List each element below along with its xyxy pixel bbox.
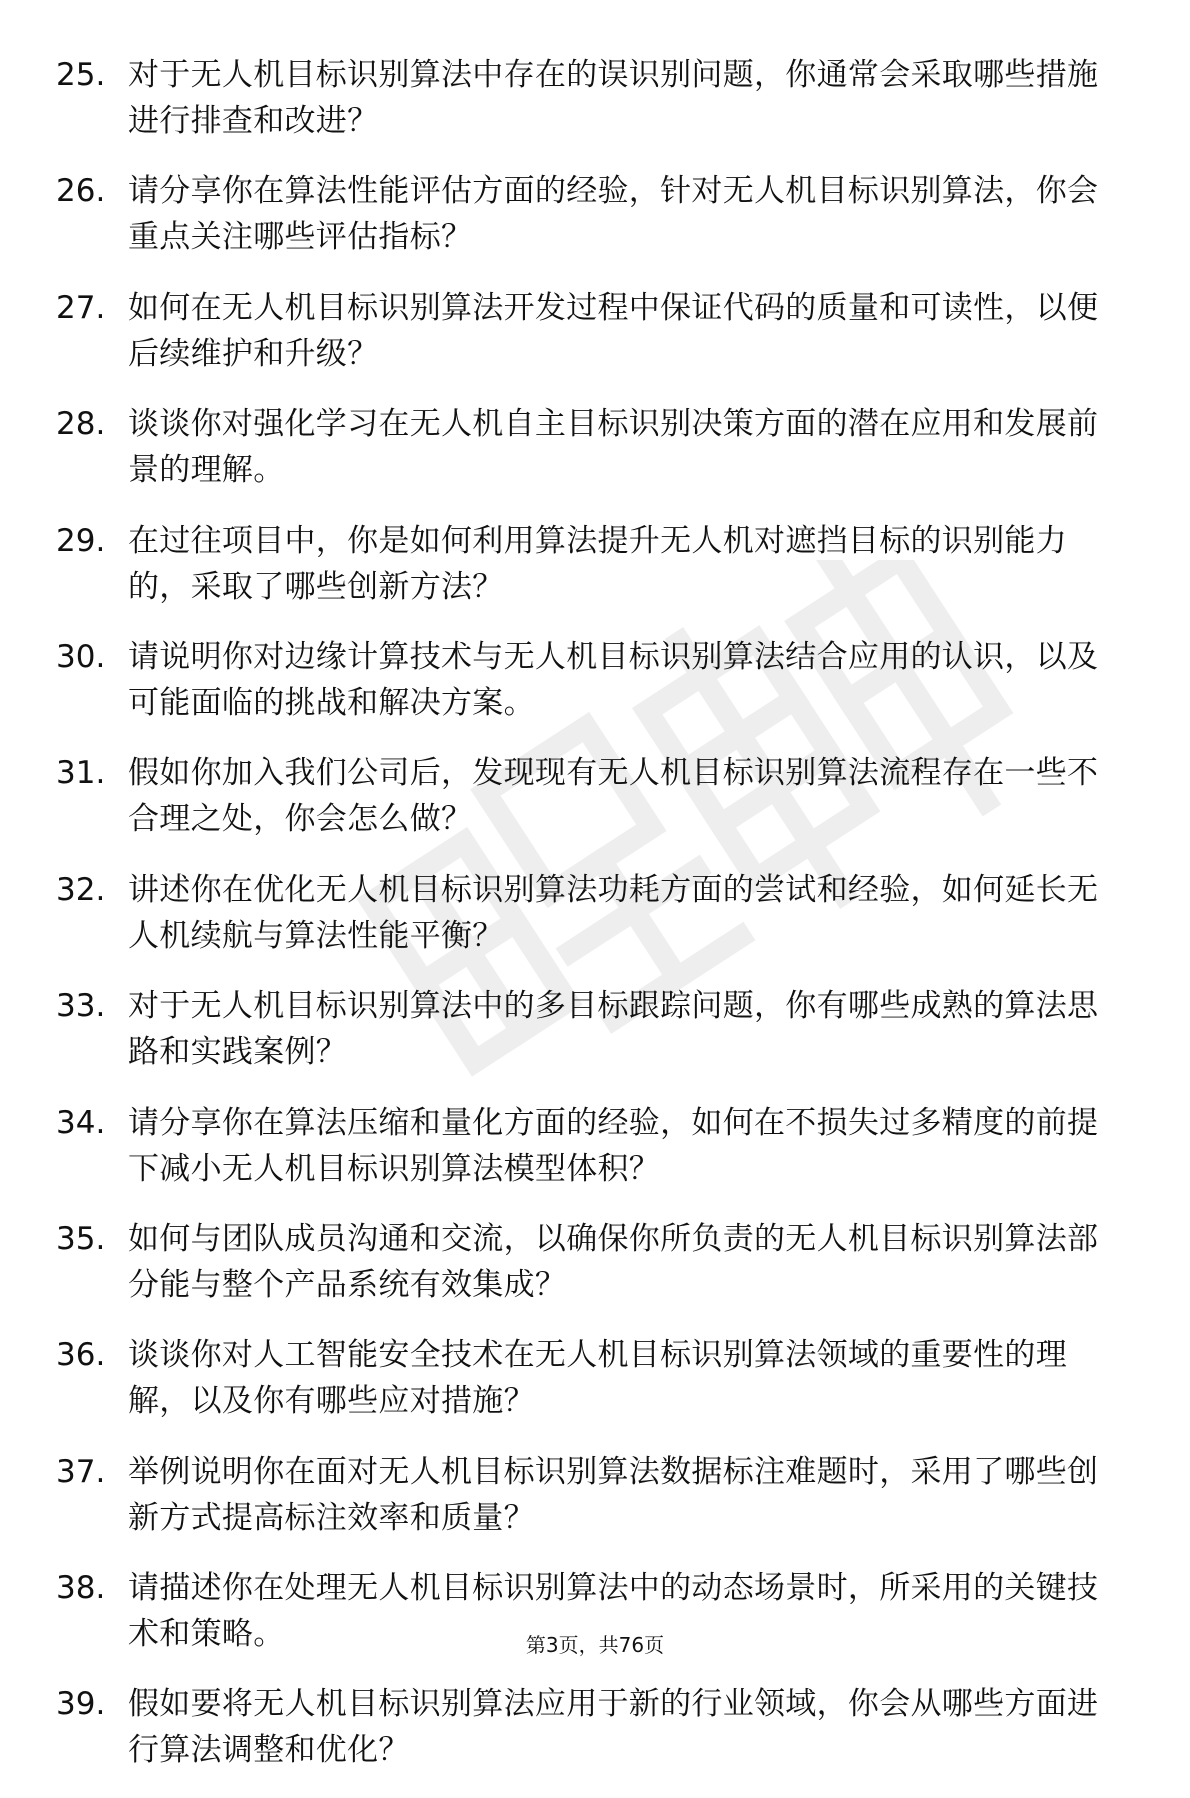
question-number: 38. (56, 1570, 106, 1607)
question-text: 假如要将无人机目标识别算法应用于新的行业领域，你会从哪些方面进行算法调整和优化？ (128, 1686, 1099, 1769)
question-item (56, 1216, 1126, 1308)
question-number: 32. (56, 871, 106, 908)
question-item (56, 867, 1126, 959)
question-text: 谈谈你对强化学习在无人机自主目标识别决策方面的潜在应用和发展前景的理解。 (128, 406, 1099, 489)
question-text: 如何在无人机目标识别算法开发过程中保证代码的质量和可读性，以便后续维护和升级？ (128, 289, 1099, 372)
question-list (56, 52, 1126, 1798)
question-text: 请分享你在算法压缩和量化方面的经验，如何在不损失过多精度的前提下减小无人机目标识别算法模型体积？ (128, 1104, 1099, 1187)
question-number: 28. (56, 406, 106, 443)
page-number-label: 第3页，共76页 (525, 1633, 665, 1657)
question-text: 请描述你在处理无人机目标识别算法中的动态场景时，所采用的关键技术和策略。 (128, 1570, 1099, 1653)
question-number: 36. (56, 1337, 106, 1374)
question-text: 假如你加入我们公司后，发现现有无人机目标识别算法流程存在一些不合理之处，你会怎么做？ (128, 755, 1099, 838)
question-text: 对于无人机目标识别算法中的多目标跟踪问题，你有哪些成熟的算法思路和实践案例？ (128, 988, 1099, 1071)
question-item (56, 1681, 1126, 1773)
question-number: 34. (56, 1104, 106, 1141)
question-text: 谈谈你对人工智能安全技术在无人机目标识别算法领域的重要性的理解，以及你有哪些应对措施？ (128, 1337, 1067, 1420)
question-item (56, 401, 1126, 493)
question-number: 26. (56, 173, 106, 210)
question-text: 请分享你在算法性能评估方面的经验，针对无人机目标识别算法，你会重点关注哪些评估指标？ (128, 173, 1099, 256)
question-number: 25. (56, 57, 106, 93)
question-text: 对于无人机目标识别算法中存在的误识别问题，你通常会采取哪些措施进行排查和改进？ (128, 57, 1099, 139)
question-number: 30. (56, 638, 106, 675)
question-item (56, 634, 1126, 726)
question-item (56, 518, 1126, 610)
question-item (56, 1332, 1126, 1424)
question-item (56, 1449, 1126, 1541)
question-number: 33. (56, 988, 106, 1025)
question-item (56, 983, 1126, 1075)
question-item (56, 52, 1126, 144)
question-text: 举例说明你在面对无人机目标识别算法数据标注难题时，采用了哪些创新方式提高标注效率和质量？ (128, 1453, 1099, 1536)
question-item (56, 1100, 1126, 1192)
question-number: 35. (56, 1220, 106, 1257)
question-number: 37. (56, 1453, 106, 1490)
question-text: 讲述你在优化无人机目标识别算法功耗方面的尝试和经验，如何延长无人机续航与算法性能平衡？ (128, 871, 1099, 954)
question-number: 31. (56, 755, 106, 792)
question-item (56, 750, 1126, 842)
page-footer (0, 1630, 1190, 1660)
question-text: 如何与团队成员沟通和交流，以确保你所负责的无人机目标识别算法部分能与整个产品系统有效集成？ (128, 1220, 1099, 1303)
question-number: 29. (56, 522, 106, 559)
question-number: 27. (56, 289, 106, 326)
question-text: 请说明你对边缘计算技术与无人机目标识别算法结合应用的认识，以及可能面临的挑战和解决方案。 (128, 638, 1099, 721)
question-number: 39. (56, 1686, 106, 1723)
question-item (56, 168, 1126, 260)
question-text: 在过往项目中，你是如何利用算法提升无人机对遮挡目标的识别能力的，采取了哪些创新方法？ (128, 522, 1067, 605)
question-item (56, 285, 1126, 377)
